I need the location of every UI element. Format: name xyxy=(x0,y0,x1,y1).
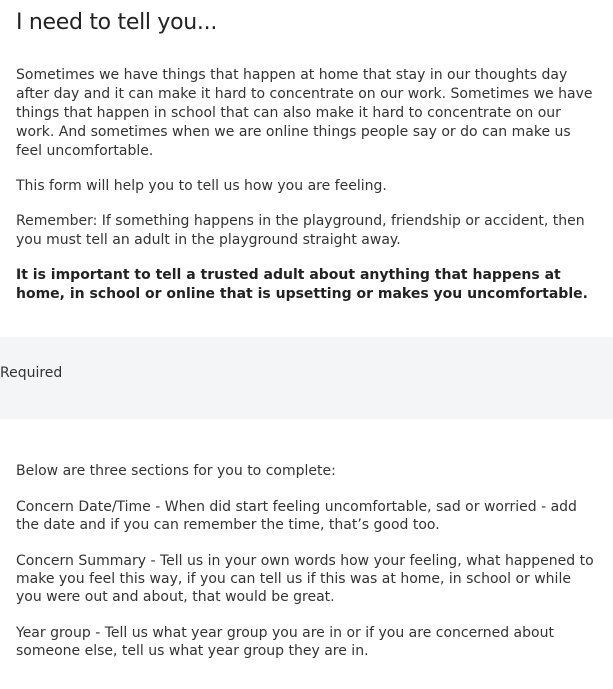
section-year-group: Year group - Tell us what year group you are in or if you are concerned about someone else, tell us what year group they are in. xyxy=(16,625,554,659)
required-label: Required xyxy=(0,365,63,381)
form-title: I need to tell you... xyxy=(16,10,218,35)
intro-paragraph-2: This form will help you to tell us how you are feeling. xyxy=(16,178,387,194)
important-note: It is important to tell a trusted adult about anything that happens at home, in school or online that is upsetting or makes you uncomfortable. xyxy=(16,267,588,302)
intro-paragraph-3: Remember: If something happens in the playground, friendship or accident, then you must tell an adult in the playground straight away. xyxy=(16,213,585,248)
intro-paragraph-1: Sometimes we have things that happen at home that stay in our thoughts day after day and it can make it hard to concentrate on our work. Sometimes we have things that happen in school that can also make it hard to concentrate on our work. And sometimes when we are online things people say or do can make us feel uncomfortable. xyxy=(16,67,593,159)
section-concern-date: Concern Date/Time - When did start feeling uncomfortable, sad or worried - add the date and if you can remember the time, that’s good too. xyxy=(16,499,577,533)
form-description xyxy=(16,66,597,304)
sections-intro: Below are three sections for you to complete: xyxy=(16,463,336,479)
section-concern-summary: Concern Summary - Tell us in your own words how your feeling, what happened to make you feel this way, if you can tell us if this was at home, in school or while you were out and about, that would be great. xyxy=(16,553,594,605)
sections-description xyxy=(16,462,601,678)
form-header xyxy=(0,0,613,304)
required-banner xyxy=(0,337,613,419)
